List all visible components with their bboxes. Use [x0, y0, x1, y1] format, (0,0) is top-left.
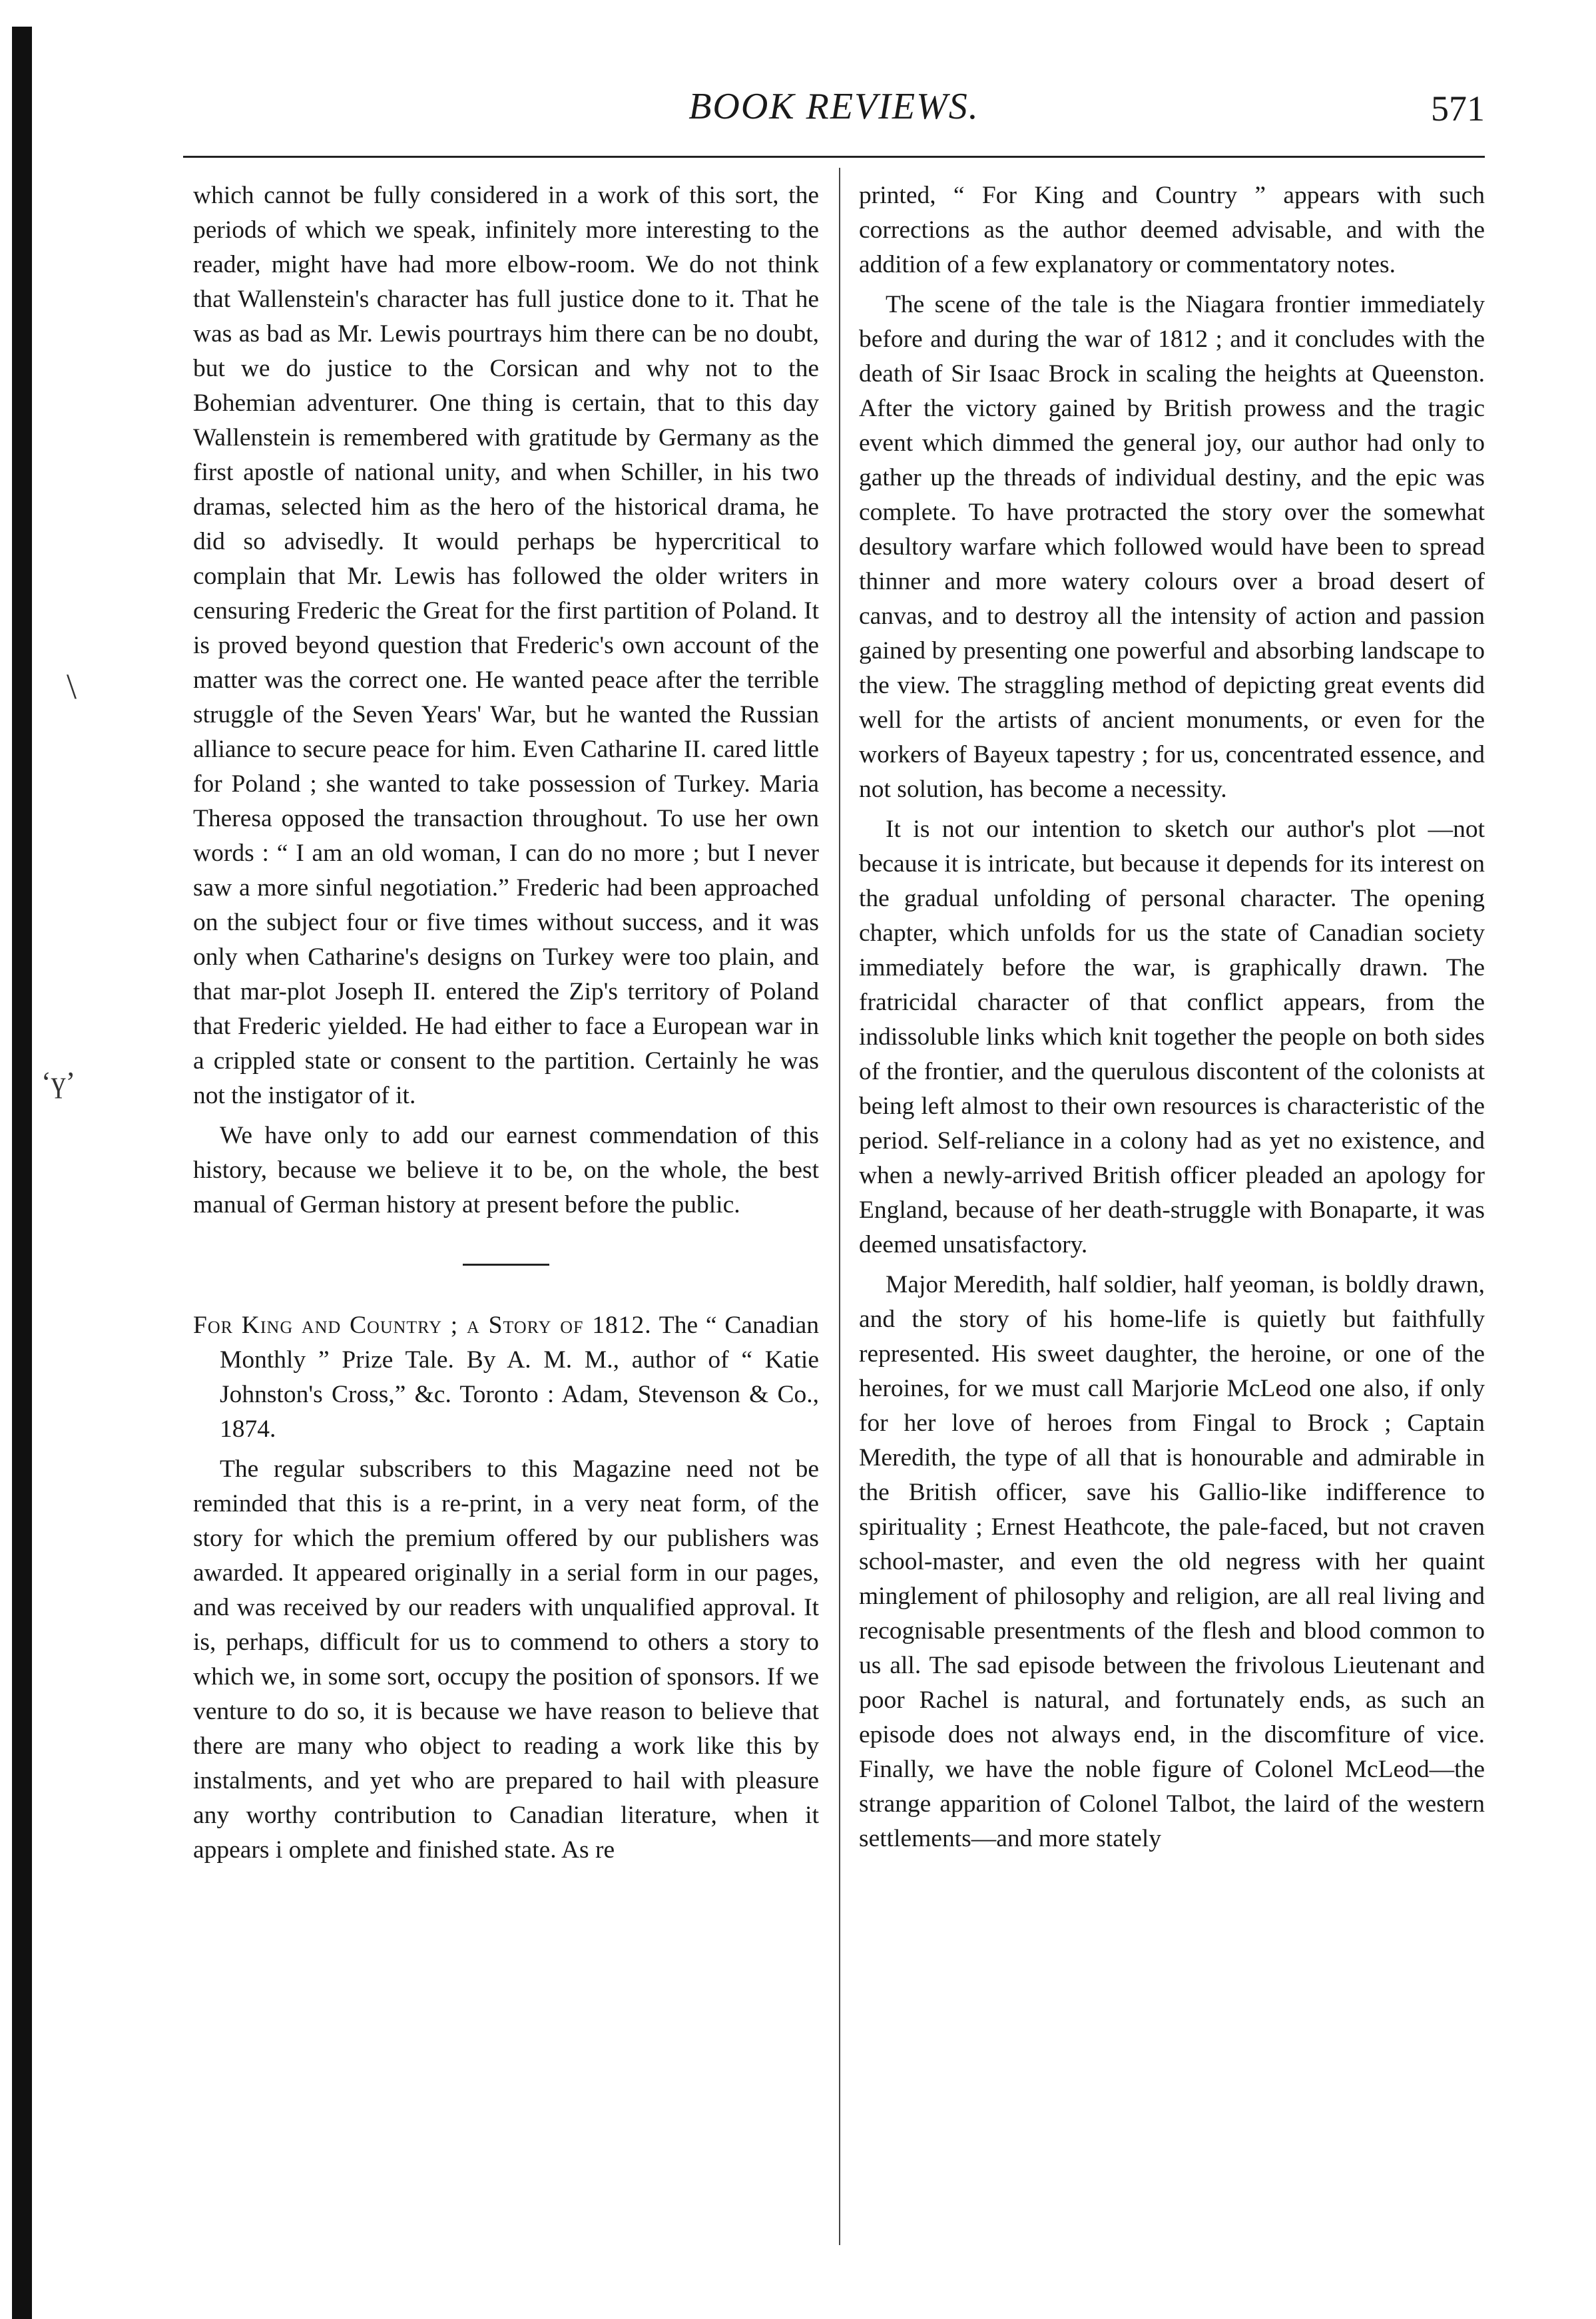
paragraph: The scene of the tale is the Niagara frontier immediately before and during the war of 1812 ; and it concludes with the death of Sir Isaac Brock in scaling the heights at Queenston. After the victory gained by British prowess and the tragic event which dimmed the general joy, our author had only to gather up the threads of individual destiny, and the epic was complete. To have protracted the story over the somewhat desultory warfare which followed would have been to spread thinner and more watery colours over a broad desert of canvas, and to destroy all the intensity of action and passion gained by presenting one powerful and absorbing landscape to the view. The straggling method of depicting great events did well for the artists of ancient monuments, or even for the workers of Bayeux tapestry ; for us, concentrated essence, and not solution, has become a necessity. — [859, 291, 1485, 803]
review-heading — [193, 1308, 819, 1447]
margin-mark: \ — [67, 666, 77, 706]
paragraph: printed, “ For King and Country ” appears with such corrections as the author deemed advisable, and with the addition of a few explanatory or commentatory notes. — [859, 182, 1485, 278]
review-imprint: Toronto : Adam, Stevenson & Co., 1874. — [220, 1381, 819, 1443]
paragraph: The regular subscribers to this Magazine need not be reminded that this is a re-print, in a very neat form, of the story for which the premium offered by our publishers was awarded. It appeared originally in a serial form in our pages, and was received by our readers with unqualified approval. It is, perhaps, difficult for us to commend to others a story to which we, in some sort, occupy the position of sponsors. If we venture to do so, it is because we have reason to believe that there are many who object to reading a work like this by instalments, and yet who are prepared to hail with pleasure any worthy contribution to Canadian literature, when it appears i omplete and finished state. As re — [193, 1455, 819, 1864]
page-number: 571 — [1431, 89, 1485, 129]
page-header — [183, 85, 1485, 138]
review-subtitle: The “ Canadian Monthly ” Prize Tale. By A. M. M., author of “ Katie Johnston's Cross,” &c. — [220, 1312, 820, 1408]
paragraph: It is not our intention to sketch our author's plot —not because it is intricate, but because it depends for its interest on the gradual unfolding of personal character. The opening chapter, which unfolds for us the state of Canadian society immediately before the war, is graphically drawn. The fratricidal character of that conflict appears, from the indissoluble links which knit together the people on both sides of the frontier, and the querulous discontent of the colonists at being left almost to their own resources is characteristic of the period. Self-reliance in a colony had as yet no existence, and when a newly-arrived British officer pleaded an apology for England, because of her death-struggle with Bonaparte, it was deemed unsatisfactory. — [859, 816, 1485, 1258]
left-column — [193, 178, 819, 1873]
review-title: For King and Country ; a Story of 1812. — [193, 1312, 652, 1339]
paragraph: Major Meredith, half soldier, half yeoman, is boldly drawn, and the story of his home-life is quietly but faithfully represented. His sweet daughter, the heroine, or one of the heroines, for we must call Marjorie McLeod one also, if only for her love of heroes from Fingal to Brock ; Captain Meredith, the type of all that is honourable and admirable in the British officer, save his Gallio-like indifference to spirituality ; Ernest Heathcote, the pale-faced, but not craven school-master, and even the old negress with her quaint minglement of philosophy and religion, are all real living and recognisable presentments of the flesh and blood common to us all. The sad episode between the frivolous Lieutenant and poor Rachel is natural, and fortunately ends, as such an episode does not always end, in the discomfiture of vice. Finally, we have the noble figure of Colonel McLeod—the strange apparition of Colonel Talbot, the laird of the western settlements—and more stately — [859, 1271, 1485, 1852]
section-divider — [463, 1264, 549, 1266]
column-divider — [839, 168, 840, 2245]
paragraph: We have only to add our earnest commendation of this history, because we believe it to be, on the whole, the best manual of German history at present before the public. — [193, 1122, 819, 1218]
header-rule — [183, 156, 1485, 158]
running-title: BOOK REVIEWS. — [688, 86, 979, 127]
paragraph: which cannot be fully considered in a work of this sort, the periods of which we speak, infinitely more interesting to the reader, might have had more elbow-room. We do not think that Wallenstein's character has full justice done to it. That he was as bad as Mr. Lewis pourtrays him there can be no doubt, but we do justice to the Corsican and why not to the Bohemian adventurer. One thing is certain, that to this day Wallenstein is remembered with gratitude by Germany as the first apostle of national unity, and when Schiller, in his two dramas, selected him as the hero of the historical drama, he did so advisedly. It would perhaps be hypercritical to complain that Mr. Lewis has followed the older writers in censuring Frederic the Great for the first partition of Poland. It is proved beyond question that Frederic's own account of the matter was the correct one. He wanted peace after the terrible struggle of the Seven Years' War, but he wanted the Russian alliance to secure peace for him. Even Catharine II. cared little for Poland ; she wanted to take possession of Turkey. Maria Theresa opposed the transaction throughout. To use her own words : “ I am an old woman, I can do no more ; but I never saw a more sinful negotiation.” Frederic had been approached on the subject four or five times without success, and it was only when Catharine's designs on Turkey were too plain, and that mar-plot Joseph II. entered the Zip's territory of Poland that Frederic yielded. He had either to face a European war in a crippled state or consent to the partition. Certainly he was not the instigator of it. — [193, 182, 819, 1109]
margin-mark: ‘ү’ — [41, 1066, 76, 1099]
right-column — [859, 178, 1485, 1862]
page-binding-edge — [12, 27, 32, 2319]
